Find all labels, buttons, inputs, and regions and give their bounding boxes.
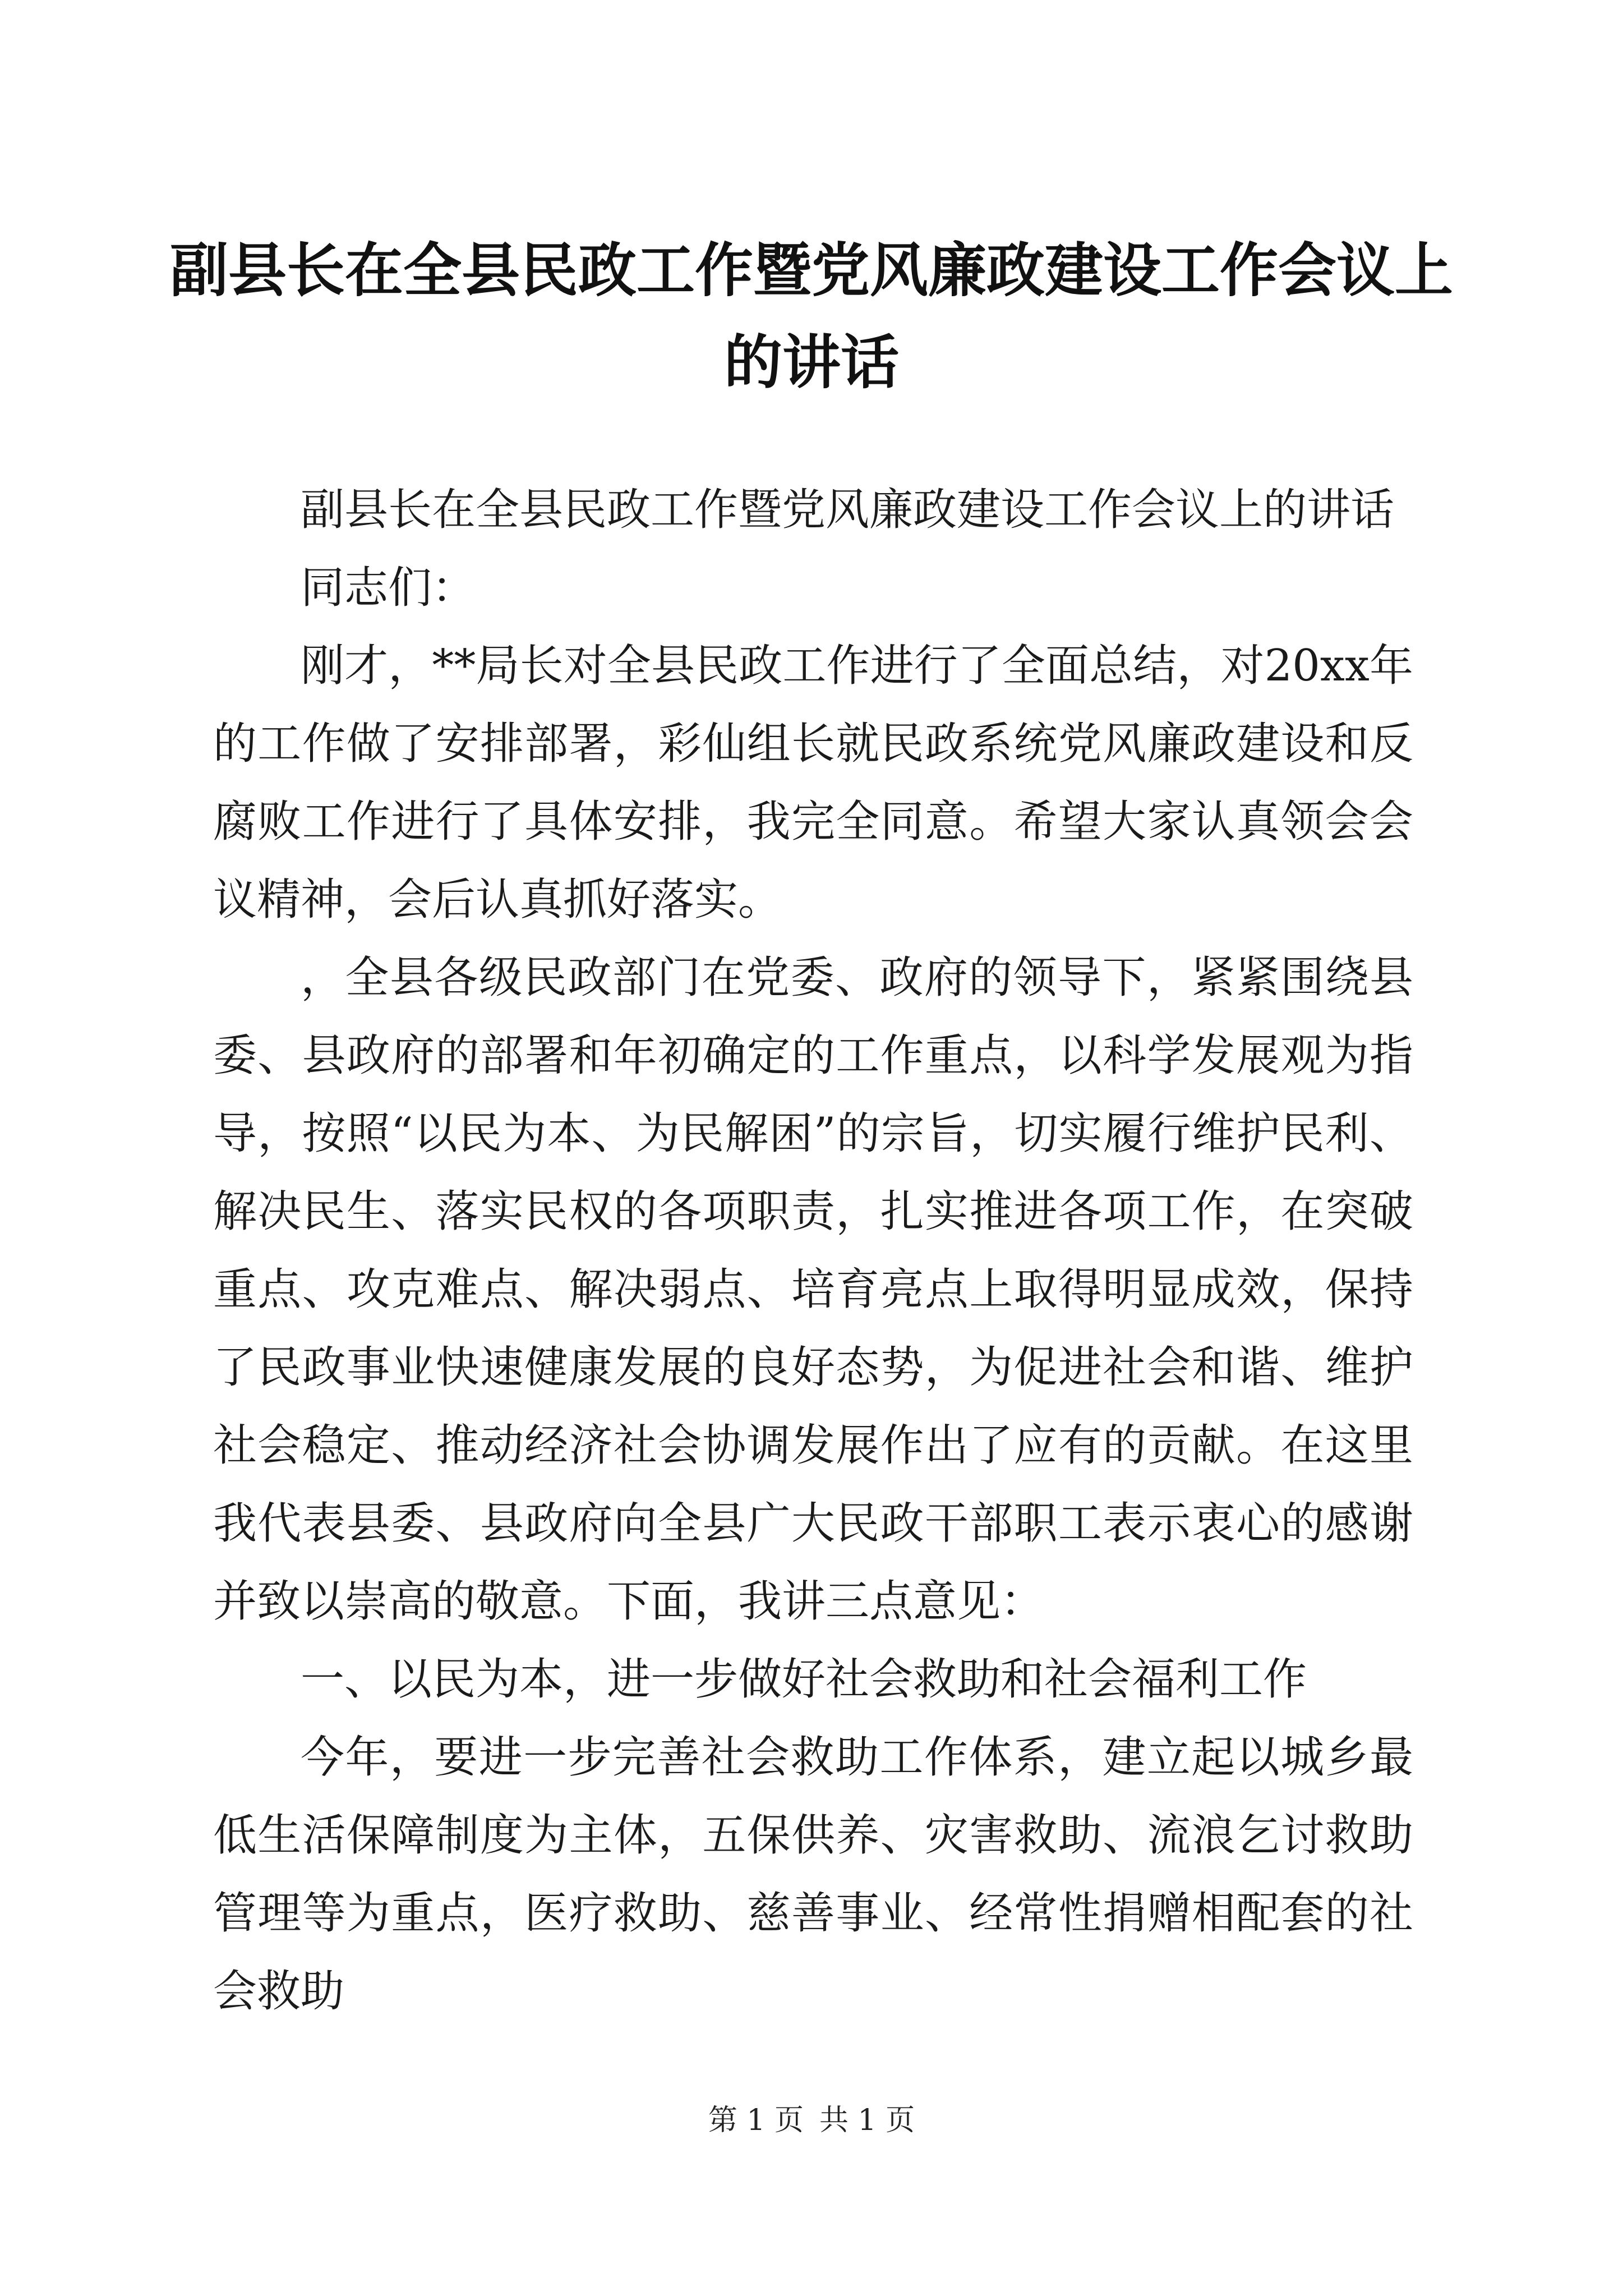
paragraph-achievements: ，全县各级民政部门在党委、政府的领导下，紧紧围绕县委、县政府的部署和年初确定的工作重点，以科学发展观为指导，按照“以民为本、为民解困”的宗旨，切实履行维护民利、解决民生、落实民权的各项职责，扎实推进各项工作，在突破重点、攻克难点、解决弱点、培育亮点上取得明显成效，保持了民政事业快速健康发展的良好态势，为促进社会和谐、维护社会稳定、推动经济社会协调发展作出了应有的贡献。在这里我代表县委、县政府向全县广大民政干部职工表示衷心的感谢并致以崇高的敬意。下面，我讲三点意见： — [213, 953, 1413, 1627]
paragraph-salutation: 同志们： — [301, 563, 476, 613]
document-body — [213, 471, 1413, 2031]
paragraph-opening: 刚才，**局长对全县民政工作进行了全面总结，对20xx年的工作做了安排部署，彩仙组长就民政系统党风廉政建设和反腐败工作进行了具体安排，我完全同意。希望大家认真领会会议精神，会后认真抓好落实。 — [213, 641, 1413, 925]
page-number: 第 1 页 — [708, 2104, 804, 2137]
paragraph-section-1: 今年，要进一步完善社会救助工作体系，建立起以城乡最低生活保障制度为主体，五保供养、灾害救助、流浪乞讨救助管理等为重点，医疗救助、慈善事业、经常性捐赠相配套的社会救助 — [213, 1732, 1413, 2017]
page-count: 共 1 页 — [819, 2104, 915, 2137]
document-title: 副县长在全县民政工作暨党风廉政建设工作会议上的讲话 — [169, 236, 1453, 397]
page-footer — [0, 2101, 1623, 2140]
paragraph-heading-repeat: 副县长在全县民政工作暨党风廉政建设工作会议上的讲话 — [301, 485, 1395, 535]
section-heading-1: 一、以民为本，进一步做好社会救助和社会福利工作 — [301, 1654, 1307, 1705]
